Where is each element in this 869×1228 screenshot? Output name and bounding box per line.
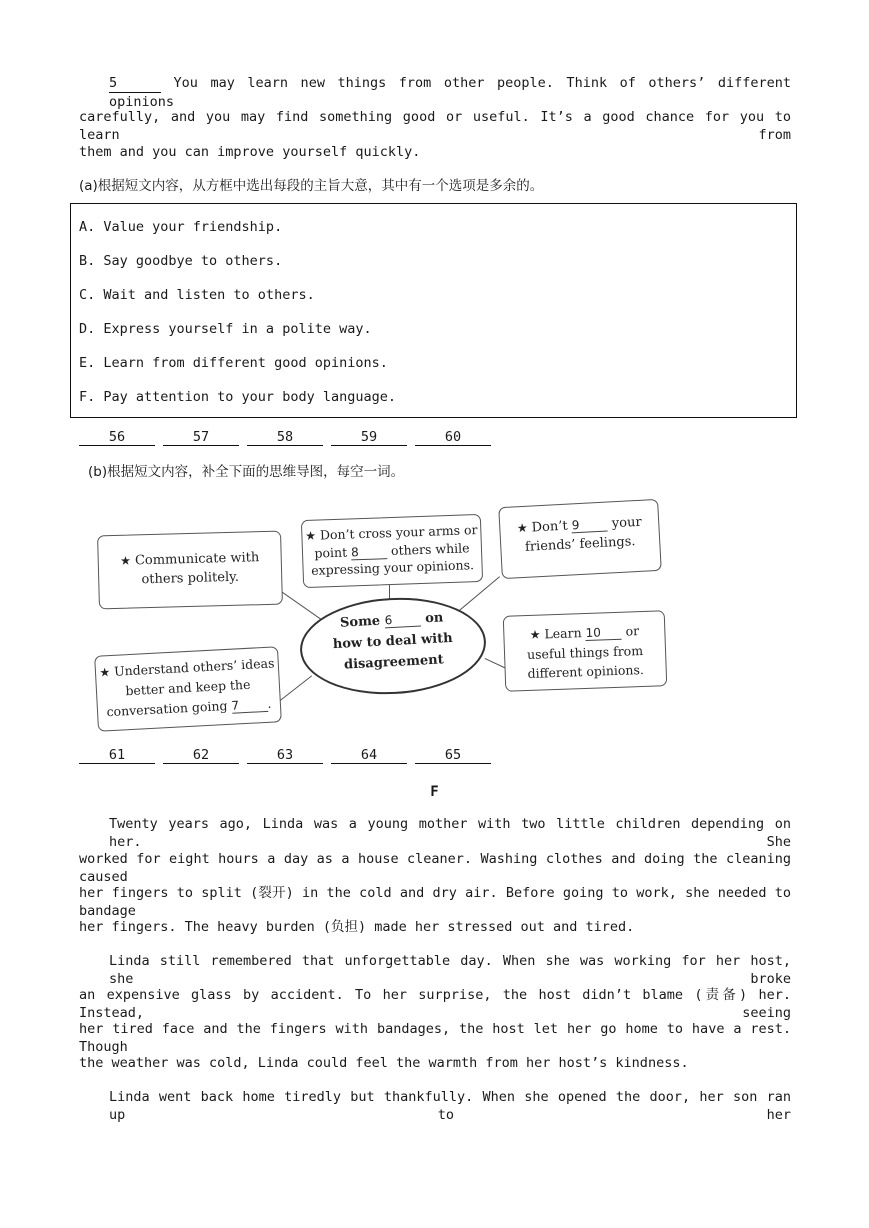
- answer-blank-61[interactable]: 61: [79, 747, 155, 764]
- answer-blank-65[interactable]: 65: [415, 747, 491, 764]
- box4-line1: Understand others’ ideas: [113, 655, 275, 679]
- section-f-p2-line2: an expensive glass by accident. To her surprise, the host didn’t blame (责备) her. Instead, seeing: [79, 987, 791, 1021]
- section-f-p2-line4: the weather was cold, Linda could feel the warmth from her host’s kindness.: [79, 1055, 689, 1071]
- section-f-p1-line2: worked for eight hours a day as a house cleaner. Washing clothes and doing the cleaning caused: [79, 851, 791, 885]
- box5-line3: different opinions.: [527, 661, 645, 682]
- option-d: D. Express yourself in a polite way.: [79, 321, 372, 337]
- center-line2: how to deal with: [332, 630, 454, 653]
- mindmap-box-understand: [94, 646, 282, 732]
- answer-blank-62[interactable]: 62: [163, 747, 239, 764]
- star-icon: ★: [529, 627, 541, 642]
- section-f-p1-line3: her fingers to split (裂开) in the cold and dry air. Before going to work, she needed to bandage: [79, 885, 791, 919]
- box5-line2: useful things from: [526, 642, 644, 663]
- answer-blank-57[interactable]: 57: [163, 429, 239, 446]
- mindmap-box-body-language: [301, 514, 483, 588]
- box4-line3-pre: conversation going: [106, 697, 228, 720]
- center-line1-pre: Some: [339, 613, 381, 631]
- box3-line2: friends’ feelings.: [524, 534, 636, 555]
- connector-line: [484, 658, 505, 669]
- mindmap-box-learn: [503, 610, 668, 692]
- box2-line2-pre: point: [314, 544, 348, 561]
- task-b-instruction: (b)根据短文内容，补全下面的思维导图，每空一词。: [88, 464, 405, 480]
- para5-number-blank: 5: [109, 76, 161, 93]
- star-icon: ★: [120, 553, 132, 568]
- answer-blank-64[interactable]: 64: [331, 747, 407, 764]
- answer-blank-58[interactable]: 58: [247, 429, 323, 446]
- box5-line1-pre: Learn: [544, 625, 582, 642]
- box4-line2: better and keep the: [125, 676, 251, 699]
- center-line1-post: on: [424, 610, 444, 627]
- box3-line1-post: your: [611, 514, 642, 532]
- option-f: F. Pay attention to your body language.: [79, 389, 396, 405]
- answer-blank-59[interactable]: 59: [331, 429, 407, 446]
- mindmap-box-communicate: [97, 531, 283, 610]
- section-f-p1-line1: Twenty years ago, Linda was a young mother with two little children depending on her. She: [109, 816, 791, 850]
- para5-line3: them and you can improve yourself quickly.: [79, 144, 421, 160]
- box2-line1: Don’t cross your arms or: [319, 522, 478, 543]
- star-icon: ★: [516, 520, 529, 536]
- section-f-p2-line1: Linda still remembered that unforgettable day. When she was working for her host, she broke: [109, 953, 791, 987]
- box1-line2: others politely.: [141, 569, 240, 588]
- option-c: C. Wait and listen to others.: [79, 287, 315, 303]
- mindmap-center: [298, 593, 489, 699]
- box2-line2-post: others while: [390, 540, 470, 559]
- answer-blank-56[interactable]: 56: [79, 429, 155, 446]
- option-b: B. Say goodbye to others.: [79, 253, 283, 269]
- star-icon: ★: [99, 665, 111, 680]
- section-f-title: F: [430, 784, 439, 800]
- section-f-p2-line3: her tired face and the fingers with bandages, the host let her go home to have a rest. Though: [79, 1021, 791, 1055]
- blank-7[interactable]: 7: [231, 698, 268, 714]
- blank-8[interactable]: 8: [351, 545, 387, 560]
- connector-line: [280, 675, 312, 701]
- section-f-p1-line4: her fingers. The heavy burden (负担) made her stressed out and tired.: [79, 919, 635, 935]
- answer-blank-60[interactable]: 60: [415, 429, 491, 446]
- section-f-p3-line1: Linda went back home tiredly but thankfully. When she opened the door, her son ran up to her: [109, 1089, 791, 1123]
- para5-line1: [109, 74, 791, 110]
- task-a-instruction: (a)根据短文内容，从方框中选出每段的主旨大意，其中有一个选项是多余的。: [79, 178, 544, 194]
- box4-line3-post: .: [266, 695, 272, 711]
- blank-6[interactable]: 6: [384, 613, 421, 629]
- options-box: [70, 203, 797, 418]
- option-e: E. Learn from different good opinions.: [79, 355, 388, 371]
- blank-9[interactable]: 9: [571, 518, 608, 534]
- star-icon: ★: [304, 528, 317, 544]
- answer-blank-63[interactable]: 63: [247, 747, 323, 764]
- mindmap-box-feelings: [498, 499, 662, 579]
- box2-line3: expressing your opinions.: [310, 557, 475, 578]
- center-line3: disagreement: [343, 652, 445, 673]
- box5-line1-post: or: [625, 623, 640, 639]
- option-a: A. Value your friendship.: [79, 219, 283, 235]
- box1-line1: Communicate with: [134, 550, 260, 569]
- blank-10[interactable]: 10: [585, 626, 621, 641]
- mind-map: [90, 495, 670, 730]
- para5-line2: carefully, and you may find something good or useful. It’s a good chance for you to learn from: [79, 109, 791, 143]
- box3-line1-pre: Don’t: [531, 518, 569, 536]
- para5-line1-text: You may learn new things from other people. Think of others’ different opinions: [109, 75, 791, 110]
